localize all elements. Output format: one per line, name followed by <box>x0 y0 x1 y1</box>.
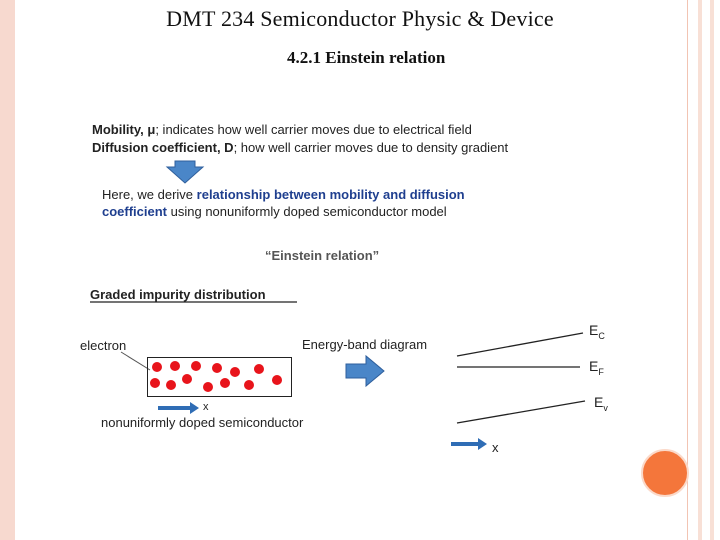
ec-symbol: E <box>589 322 599 338</box>
x-axis-arrow-icon-left <box>158 402 199 414</box>
ev-symbol: E <box>594 394 604 410</box>
electron-dot <box>170 361 180 371</box>
derivation-prefix: Here, we derive <box>102 187 197 202</box>
mobility-description: ; indicates how well carrier moves due to electrical field <box>155 122 472 137</box>
x-axis-arrow-icon-right <box>451 438 487 450</box>
right-arrow-icon <box>346 356 384 386</box>
diffusion-term: Diffusion coefficient, D <box>92 140 234 155</box>
derivation-highlight-2: coefficient <box>102 204 168 219</box>
electron-dot <box>244 380 254 390</box>
diffusion-description: ; how well carrier moves due to density gradient <box>233 140 509 155</box>
band-diagram-label: Energy-band diagram <box>302 337 428 352</box>
mobility-term: Mobility, μ <box>92 122 156 137</box>
conduction-band-line <box>457 333 583 356</box>
electron-dot <box>272 375 282 385</box>
electron-dot <box>220 378 230 388</box>
semiconductor-block <box>147 357 292 397</box>
slide-title: DMT 234 Semiconductor Physic & Device <box>166 6 554 31</box>
electron-dot <box>254 364 264 374</box>
x-axis-label-right: x <box>492 440 499 455</box>
electron-dot <box>203 382 213 392</box>
ev-subscript: v <box>603 402 608 413</box>
derivation-line-1 <box>102 187 465 202</box>
down-arrow-icon <box>167 161 203 183</box>
electron-dot <box>150 378 160 388</box>
electron-dot <box>182 374 192 384</box>
derivation-suffix: using nonuniformly doped semiconductor model <box>167 204 447 219</box>
semiconductor-caption: nonuniformly doped semiconductor <box>101 415 304 430</box>
einstein-relation-label: “Einstein relation” <box>265 248 380 263</box>
x-axis-label-left: x <box>203 401 209 413</box>
electron-dot <box>230 367 240 377</box>
ef-symbol: E <box>589 358 599 374</box>
ec-label <box>589 322 605 341</box>
electron-dot <box>152 362 162 372</box>
section-heading: Graded impurity distribution <box>90 287 266 302</box>
electron-dot <box>191 361 201 371</box>
slide-subtitle: 4.2.1 Einstein relation <box>287 48 446 67</box>
derivation-highlight-1: relationship between mobility and diffusion <box>196 187 465 202</box>
ev-label <box>594 394 608 413</box>
electron-dot <box>166 380 176 390</box>
derivation-line-2 <box>102 204 447 219</box>
electron-dot <box>212 363 222 373</box>
ec-subscript: C <box>598 330 605 341</box>
ef-label <box>589 358 604 377</box>
ef-subscript: F <box>598 366 604 377</box>
valence-band-line <box>457 401 585 423</box>
electron-pointer-line <box>121 352 150 370</box>
electron-label: electron <box>80 338 127 353</box>
